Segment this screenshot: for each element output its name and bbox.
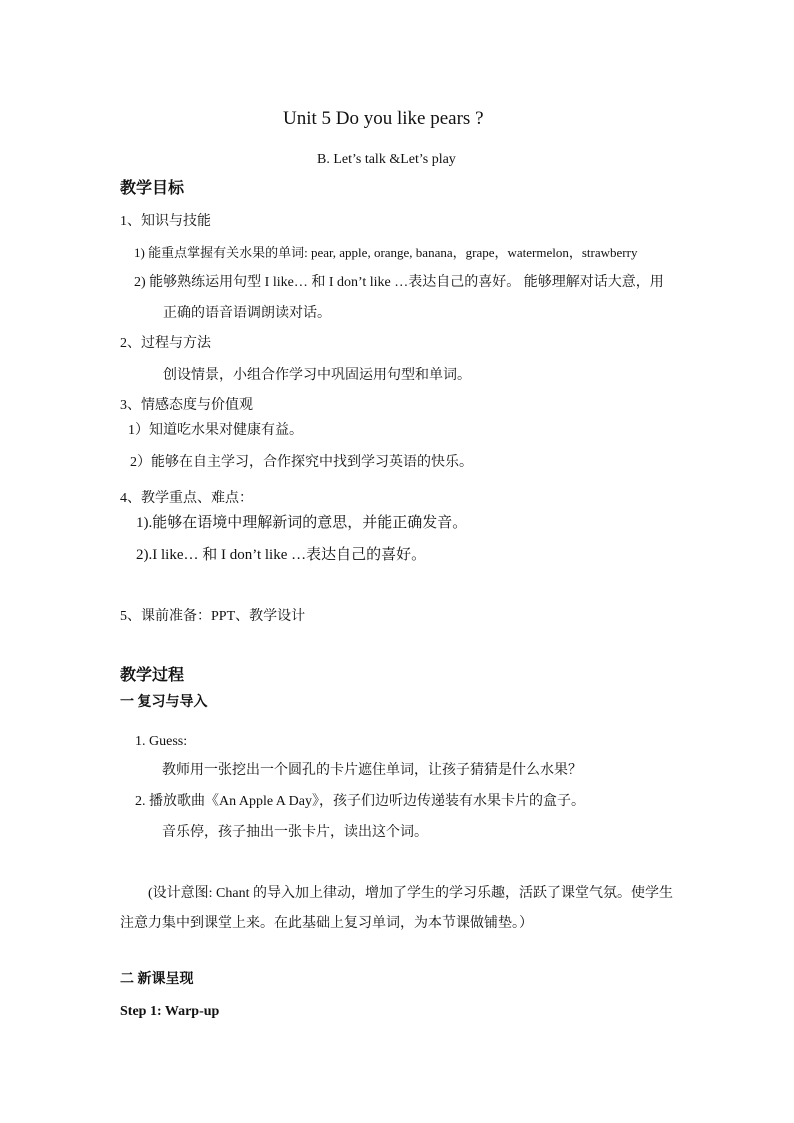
document-subtitle: B. Let’s talk &Let’s play	[317, 152, 456, 167]
goal-1-item-1: 1) 能重点掌握有关水果的单词: pear, apple, orange, banana，grape，watermelon，strawberry	[134, 245, 638, 260]
goal-4-item-2: 2).I like… 和 I don’t like …表达自己的喜好。	[136, 547, 427, 563]
goal-3-item-2: 2）能够在自主学习，合作探究中找到学习英语的快乐。	[130, 455, 473, 470]
goal-3-heading: 3、情感态度与价值观	[120, 398, 253, 413]
goal-3-item-1: 1）知道吃水果对健康有益。	[128, 423, 303, 438]
goal-4-heading: 4、教学重点、难点：	[120, 491, 253, 506]
part-1-step-2: 2. 播放歌曲《An Apple A Day》，孩子们边听边传递装有水果卡片的盒子。	[135, 794, 585, 809]
goal-4-item-1: 1).能够在语境中理解新词的意思，并能正确发音。	[136, 515, 468, 531]
goal-1-item-2-line-2: 正确的语音语调朗读对话。	[163, 306, 331, 321]
document-title: Unit 5 Do you like pears ?	[283, 108, 484, 129]
design-note-line-1: (设计意图: Chant 的导入加上律动，增加了学生的学习乐趣，活跃了课堂气氛。使学生	[148, 886, 673, 901]
part-1-step-1-text: 教师用一张挖出一个圆孔的卡片遮住单词，让孩子猜猜是什么水果？	[162, 763, 582, 778]
part-1-step-2-text: 音乐停，孩子抽出一张卡片，读出这个词。	[162, 825, 428, 840]
goal-1-heading: 1、知识与技能	[120, 214, 211, 229]
process-heading: 教学过程	[120, 667, 185, 684]
step-1-heading: Step 1: Warp-up	[120, 1004, 220, 1019]
goal-2-text: 创设情景，小组合作学习中巩固运用句型和单词。	[163, 368, 471, 383]
part-1-step-1: 1. Guess:	[135, 734, 188, 749]
goal-5: 5、课前准备：PPT、教学设计	[120, 609, 306, 624]
goal-1-item-2-line-1: 2) 能够熟练运用句型 I like… 和 I don’t like …表达自己的喜好。 能够理解对话大意，用	[134, 275, 664, 290]
part-2-heading: 二 新课呈现	[120, 972, 194, 987]
part-1-heading: 一 复习与导入	[120, 695, 208, 710]
goal-2-heading: 2、过程与方法	[120, 336, 211, 351]
design-note-line-2: 注意力集中到课堂上来。在此基础上复习单词，为本节课做铺垫。）	[120, 916, 533, 931]
goals-heading: 教学目标	[120, 180, 185, 197]
